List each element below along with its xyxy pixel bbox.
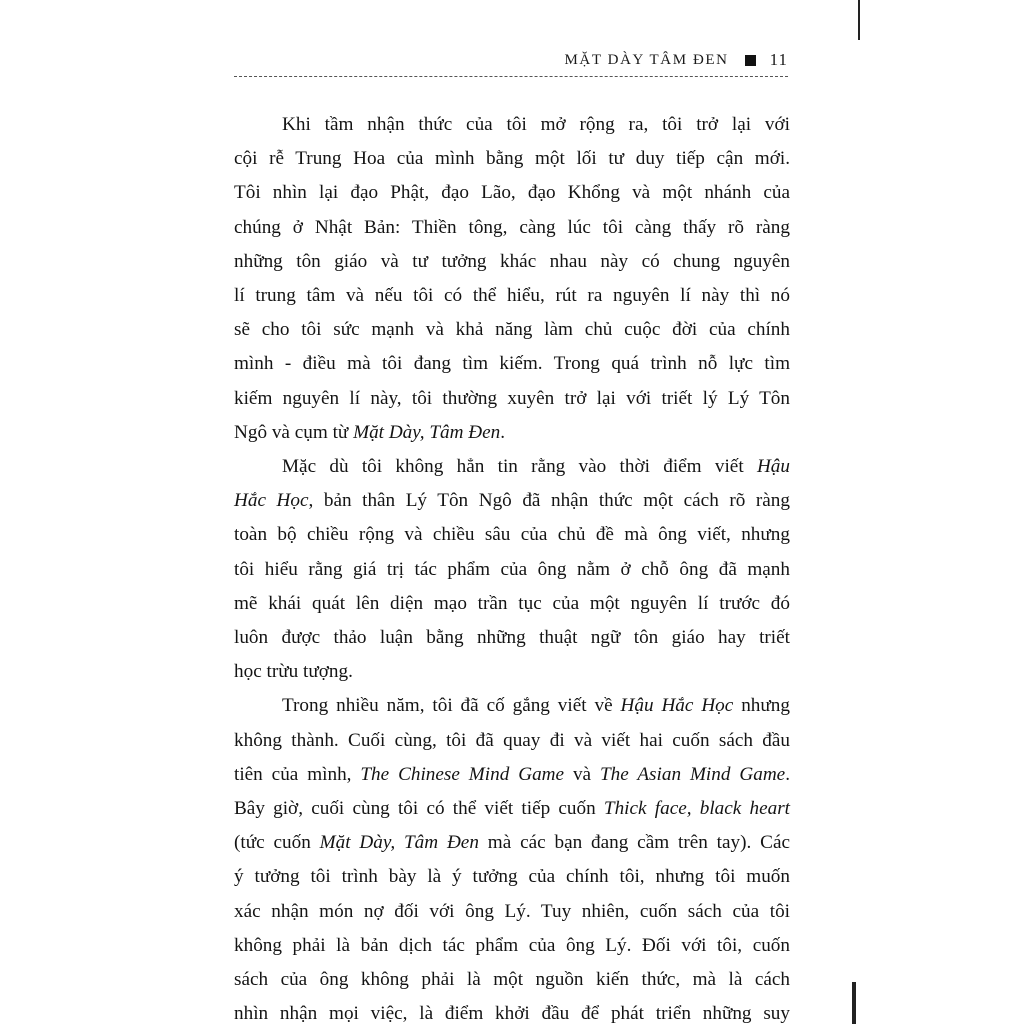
- body-text: [234, 108, 790, 1031]
- italic-book-title: Thick face, black heart: [603, 798, 791, 820]
- text-line: ý tưởng tôi trình bày là ý tưởng của chính tôi, nhưng tôi muốn: [234, 866, 790, 888]
- text-run: Bây giờ, cuối cùng tôi có thể viết tiếp cuốn: [234, 798, 604, 820]
- text-line: mẽ khái quát lên diện mạo trần tục của một nguyên lí trước đó: [234, 592, 790, 614]
- paragraph-1: [234, 108, 790, 450]
- text-run: .: [785, 763, 790, 785]
- italic-book-title: Mặt Dày, Tâm Đen: [319, 832, 479, 854]
- running-header: [232, 46, 788, 74]
- running-title: MẶT DÀY TÂM ĐEN: [564, 51, 729, 68]
- text-line: kiếm nguyên lí này, tôi thường xuyên trở lại với triết lý Lý Tôn: [234, 387, 790, 409]
- header-dashed-rule: [234, 76, 788, 77]
- text-run: , bản thân Lý Tôn Ngô đã nhận thức một cách rõ ràng: [308, 490, 790, 512]
- text-line: [234, 826, 790, 860]
- text-line: lí trung tâm và nếu tôi có thể hiểu, rút ra nguyên lí này thì nó: [234, 285, 790, 307]
- text-line: [234, 792, 790, 826]
- text-run: Mặc dù tôi không hẳn tin rằng vào thời điểm viết: [282, 456, 757, 478]
- text-line: [234, 758, 790, 792]
- italic-book-title: Mặt Dày, Tâm Đen: [353, 421, 501, 443]
- text-line: xác nhận món nợ đối với ông Lý. Tuy nhiên, cuốn sách của tôi: [234, 900, 790, 922]
- page-edge-mark-bottom: [852, 982, 856, 1024]
- italic-book-title: Hắc Học: [234, 490, 309, 512]
- paragraph-2: [234, 450, 790, 689]
- text-run: mà các bạn đang cầm trên tay). Các: [478, 832, 790, 854]
- header-square-ornament: [745, 55, 756, 66]
- italic-book-title: The Chinese Mind Game: [360, 763, 565, 785]
- text-line: mình - điều mà tôi đang tìm kiếm. Trong quá trình nỗ lực tìm: [234, 353, 790, 375]
- text-run: Ngô và cụm từ: [234, 421, 354, 443]
- text-line: cội rễ Trung Hoa của mình bằng một lối tư duy tiếp cận mới.: [234, 148, 790, 170]
- italic-book-title: The Asian Mind Game: [599, 763, 786, 785]
- page-number: 11: [769, 50, 788, 69]
- text-line: nhìn nhận mọi việc, là điểm khởi đầu để phát triển những suy: [234, 1003, 790, 1025]
- italic-book-title: Hậu: [756, 456, 790, 478]
- text-line: [234, 416, 790, 450]
- text-run: .: [500, 421, 505, 443]
- text-line: [234, 450, 790, 484]
- text-line: Tôi nhìn lại đạo Phật, đạo Lão, đạo Khổng và một nhánh của: [234, 182, 790, 204]
- text-line: những tôn giáo và tư tưởng khác nhau này có chung nguyên: [234, 250, 790, 272]
- text-line: [234, 484, 790, 518]
- text-line: sách của ông không phải là một nguồn kiến thức, mà là cách: [234, 969, 790, 991]
- text-run: và: [564, 763, 600, 785]
- text-run: Trong nhiều năm, tôi đã cố gắng viết về: [282, 695, 621, 717]
- text-line: không phải là bản dịch tác phẩm của ông Lý. Đối với tôi, cuốn: [234, 934, 790, 956]
- text-line: Khi tầm nhận thức của tôi mở rộng ra, tôi trở lại với: [282, 114, 790, 135]
- text-run: tiên của mình,: [234, 763, 361, 785]
- text-line: không thành. Cuối cùng, tôi đã quay đi và viết hai cuốn sách đầu: [234, 729, 790, 751]
- paragraph-3: [234, 689, 790, 1031]
- italic-book-title: Hậu Hắc Học: [620, 695, 734, 717]
- text-line: tôi hiểu rằng giá trị tác phẩm của ông nằm ở chỗ ông đã mạnh: [234, 558, 790, 580]
- text-run: (tức cuốn: [234, 832, 320, 854]
- text-line: sẽ cho tôi sức mạnh và khả năng làm chủ cuộc đời của chính: [234, 319, 790, 341]
- text-line: [234, 689, 790, 723]
- page-edge-mark-top: [858, 0, 860, 40]
- text-run: nhưng: [733, 695, 790, 717]
- text-line: toàn bộ chiều rộng và chiều sâu của chủ đề mà ông viết, nhưng: [234, 524, 790, 546]
- text-line: luôn được thảo luận bằng những thuật ngữ tôn giáo hay triết: [234, 627, 790, 649]
- text-line: chúng ở Nhật Bản: Thiền tông, càng lúc tôi càng thấy rõ ràng: [234, 216, 790, 238]
- text-line: học trừu tượng.: [234, 661, 353, 683]
